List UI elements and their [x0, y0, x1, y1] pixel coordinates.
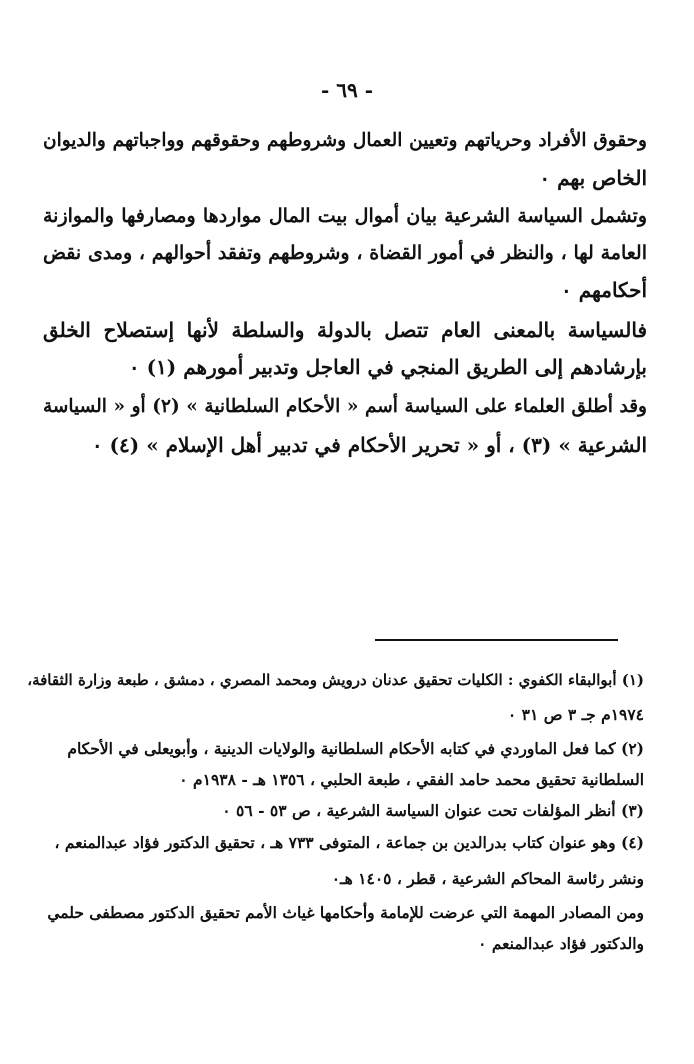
footnote-line: ومن المصادر المهمة التي عرضت للإمامة وأحكامها غياث الأمم تحقيق الدكتور مصطفى حلمي	[47, 903, 644, 922]
footnote-line: السلطانية تحقيق محمد حامد الفقي ، طبعة الحلبي ، ١٣٥٦ هـ - ١٩٣٨م ٠	[179, 770, 644, 789]
body-line: العامة لها ، والنظر في أمور القضاة ، وشروطهم وتفقد أحوالهم ، ومدى نقض	[43, 242, 647, 264]
footnote-line: والدكتور فؤاد عبدالمنعم ٠	[478, 934, 644, 953]
page-number: - ٦٩ -	[320, 78, 373, 102]
footnote-line: (٣) أنظر المؤلفات تحت عنوان السياسة الشرعية ، ص ٥٣ - ٥٦ ٠	[222, 801, 644, 820]
body-line: وحقوق الأفراد وحرياتهم وتعيين العمال وشروطهم وحقوقهم وواجباتهم والديوان	[43, 130, 647, 151]
footnote-line: ١٩٧٤م جـ ٣ ص ٣١ ٠	[507, 705, 644, 724]
footnote-line: ونشر رئاسة المحاكم الشرعية ، قطر ، ١٤٠٥ هـ٠	[331, 869, 644, 888]
body-line: الخاص بهم ٠	[539, 166, 647, 190]
body-line: بإرشادهم إلى الطريق المنجي في العاجل وتدبير أمورهم (١) ٠	[128, 355, 647, 379]
footnote-line: (٢) كما فعل الماوردي في كتابه الأحكام السلطانية والولايات الدينية ، وأبويعلى في الأحكام	[67, 739, 644, 758]
footnote-separator	[375, 639, 618, 641]
body-line: أحكامهم ٠	[560, 278, 647, 302]
footnote-line: (٤) وهو عنوان كتاب بدرالدين بن جماعة ، المتوفى ٧٣٣ هـ ، تحقيق الدكتور فؤاد عبدالمنعم ،	[54, 833, 644, 852]
body-line: الشرعية » (٣) ، أو « تحرير الأحكام في تدبير أهل الإسلام » (٤) ٠	[91, 433, 647, 457]
body-line: فالسياسة بالمعنى العام تتصل بالدولة والسلطة لأنها إستصلاح الخلق	[43, 318, 647, 342]
body-line: وتشمل السياسة الشرعية بيان أموال بيت المال مواردها ومصارفها والموازنة	[43, 205, 647, 227]
footnote-line: (١) أبوالبقاء الكفوي : الكليات تحقيق عدنان درويش ومحمد المصري ، دمشق ، طبعة وزارة الثقافة،	[27, 671, 644, 689]
body-line: وقد أطلق العلماء على السياسة أسم « الأحكام السلطانية » (٢) أو « السياسة	[43, 396, 647, 417]
